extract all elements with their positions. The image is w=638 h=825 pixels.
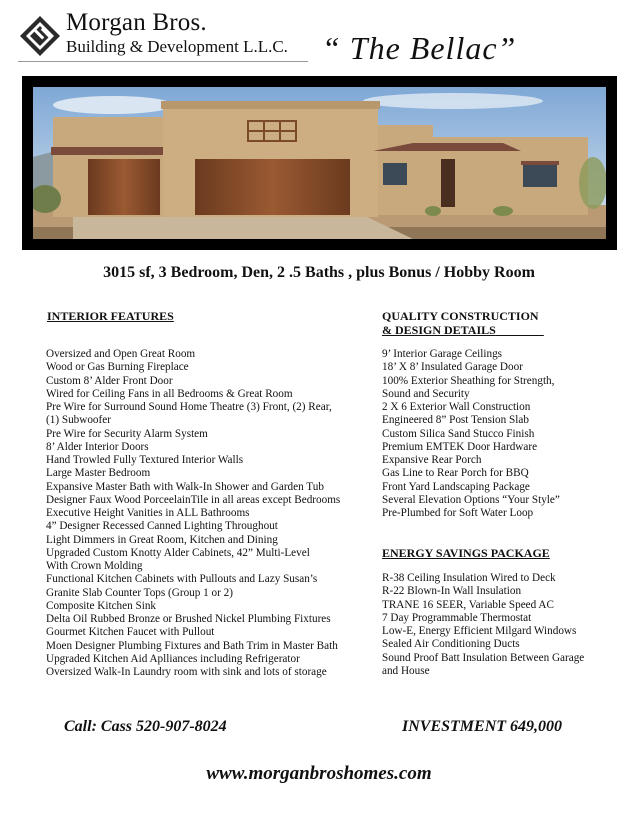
- interior-feature-item: Executive Height Vanities in ALL Bathrooms: [46, 507, 250, 519]
- website-url: www.morganbroshomes.com: [206, 763, 432, 784]
- interior-features-list: [46, 348, 340, 679]
- energy-savings-heading: [382, 546, 550, 560]
- quality-feature-item: Front Yard Landscaping Package: [382, 480, 530, 493]
- company-logo-icon: [18, 14, 62, 58]
- quality-feature-item: Several Elevation Options “Your Style”: [382, 493, 560, 506]
- interior-feature-item: Upgraded Custom Knotty Alder Cabinets, 42” Multi-Level: [46, 546, 310, 559]
- energy-feature-item: Sound Proof Batt Insulation Between Garage: [382, 651, 585, 664]
- interior-feature-item: Gourmet Kitchen Faucet with Pullout: [46, 626, 215, 639]
- quality-feature-item: Pre-Plumbed for Soft Water Loop: [382, 507, 534, 519]
- quality-heading-line1: QUALITY CONSTRUCTION: [382, 309, 539, 323]
- interior-feature-item: Oversized and Open Great Room: [46, 348, 196, 360]
- interior-feature-item: Large Master Bedroom: [46, 467, 151, 480]
- interior-feature-item: Wired for Ceiling Fans in all Bedrooms & Great Room: [46, 387, 293, 400]
- energy-feature-item: R-38 Ceiling Insulation Wired to Deck: [382, 572, 556, 584]
- energy-feature-item: 7 Day Programmable Thermostat: [382, 611, 532, 624]
- model-name: “ The Bellac”: [322, 30, 517, 66]
- quality-feature-item: 9’ Interior Garage Ceilings: [382, 348, 503, 360]
- energy-feature-item: and House: [382, 664, 430, 677]
- quality-construction-list: [382, 348, 560, 520]
- interior-feature-item: Wood or Gas Burning Fireplace: [46, 361, 189, 374]
- company-subtitle: Building & Development L.L.C.: [66, 37, 288, 56]
- energy-savings-list: [382, 572, 584, 678]
- interior-feature-item: Composite Kitchen Sink: [46, 599, 157, 612]
- quality-feature-item: Sound and Security: [382, 387, 470, 400]
- header-divider: [18, 61, 308, 62]
- house-exterior-photo: [33, 87, 606, 239]
- interior-feature-item: Moen Designer Plumbing Fixtures and Bath Trim in Master Bath: [46, 639, 338, 652]
- energy-feature-item: TRANE 16 SEER, Variable Speed AC: [382, 598, 554, 611]
- interior-feature-item: Pre Wire for Surround Sound Home Theatre (3) Front, (2) Rear,: [46, 401, 332, 413]
- energy-savings-heading-text: ENERGY SAVINGS PACKAGE: [382, 546, 550, 560]
- quality-feature-item: 18’ X 8’ Insulated Garage Door: [382, 361, 523, 374]
- quality-feature-item: 2 X 6 Exterior Wall Construction: [382, 401, 531, 413]
- interior-feature-item: Light Dimmers in Great Room, Kitchen and Dining: [46, 533, 278, 546]
- interior-feature-item: Expansive Master Bath with Walk-In Shower and Garden Tub: [46, 480, 324, 493]
- interior-feature-item: Upgraded Kitchen Aid Aplliances including Refrigerator: [46, 652, 300, 665]
- interior-feature-item: Hand Trowled Fully Textured Interior Walls: [46, 454, 244, 466]
- interior-feature-item: 8’ Alder Interior Doors: [46, 440, 149, 453]
- company-name: Morgan Bros.: [66, 9, 207, 36]
- quality-feature-item: Expansive Rear Porch: [382, 454, 482, 466]
- quality-heading-line2-text: & DESIGN DETAILS: [382, 323, 496, 337]
- interior-feature-item: Delta Oil Rubbed Bronze or Brushed Nickel Plumbing Fixtures: [46, 613, 331, 625]
- energy-feature-item: Low-E, Energy Efficient Milgard Windows: [382, 625, 577, 637]
- quality-feature-item: Gas Line to Rear Porch for BBQ: [382, 467, 529, 480]
- interior-feature-item: 4” Designer Recessed Canned Lighting Throughout: [46, 520, 278, 533]
- investment-price: INVESTMENT 649,000: [402, 718, 563, 735]
- interior-feature-item: With Crown Molding: [46, 560, 143, 572]
- energy-feature-item: R-22 Blown-In Wall Insulation: [382, 585, 522, 598]
- interior-feature-item: Custom 8’ Alder Front Door: [46, 374, 173, 387]
- interior-feature-item: Designer Faux Wood PorceelainTile in all areas except Bedrooms: [46, 493, 341, 506]
- interior-feature-item: (1) Subwoofer: [46, 414, 111, 427]
- interior-features-heading: [47, 309, 174, 323]
- interior-feature-item: Granite Slab Counter Tops (Group 1 or 2): [46, 586, 233, 599]
- home-summary: 3015 sf, 3 Bedroom, Den, 2 .5 Baths , plus Bonus / Hobby Room: [103, 264, 535, 281]
- quality-feature-item: Engineered 8” Post Tension Slab: [382, 414, 529, 427]
- photo-frame: [22, 76, 617, 250]
- interior-feature-item: Oversized Walk-In Laundry room with sink and lots of storage: [46, 666, 327, 678]
- energy-feature-item: Sealed Air Conditioning Ducts: [382, 638, 520, 651]
- quality-feature-item: Custom Silica Sand Stucco Finish: [382, 427, 535, 440]
- interior-feature-item: Pre Wire for Security Alarm System: [46, 427, 208, 440]
- quality-feature-item: 100% Exterior Sheathing for Strength,: [382, 374, 555, 387]
- interior-feature-item: Functional Kitchen Cabinets with Pullouts and Lazy Susan’s: [46, 573, 318, 586]
- contact-phone: Call: Cass 520-907-8024: [64, 718, 227, 735]
- quality-feature-item: Premium EMTEK Door Hardware: [382, 440, 538, 453]
- quality-heading-line2: [382, 323, 544, 337]
- interior-features-heading-text: INTERIOR FEATURES: [47, 309, 174, 323]
- quality-construction-heading: [382, 309, 544, 337]
